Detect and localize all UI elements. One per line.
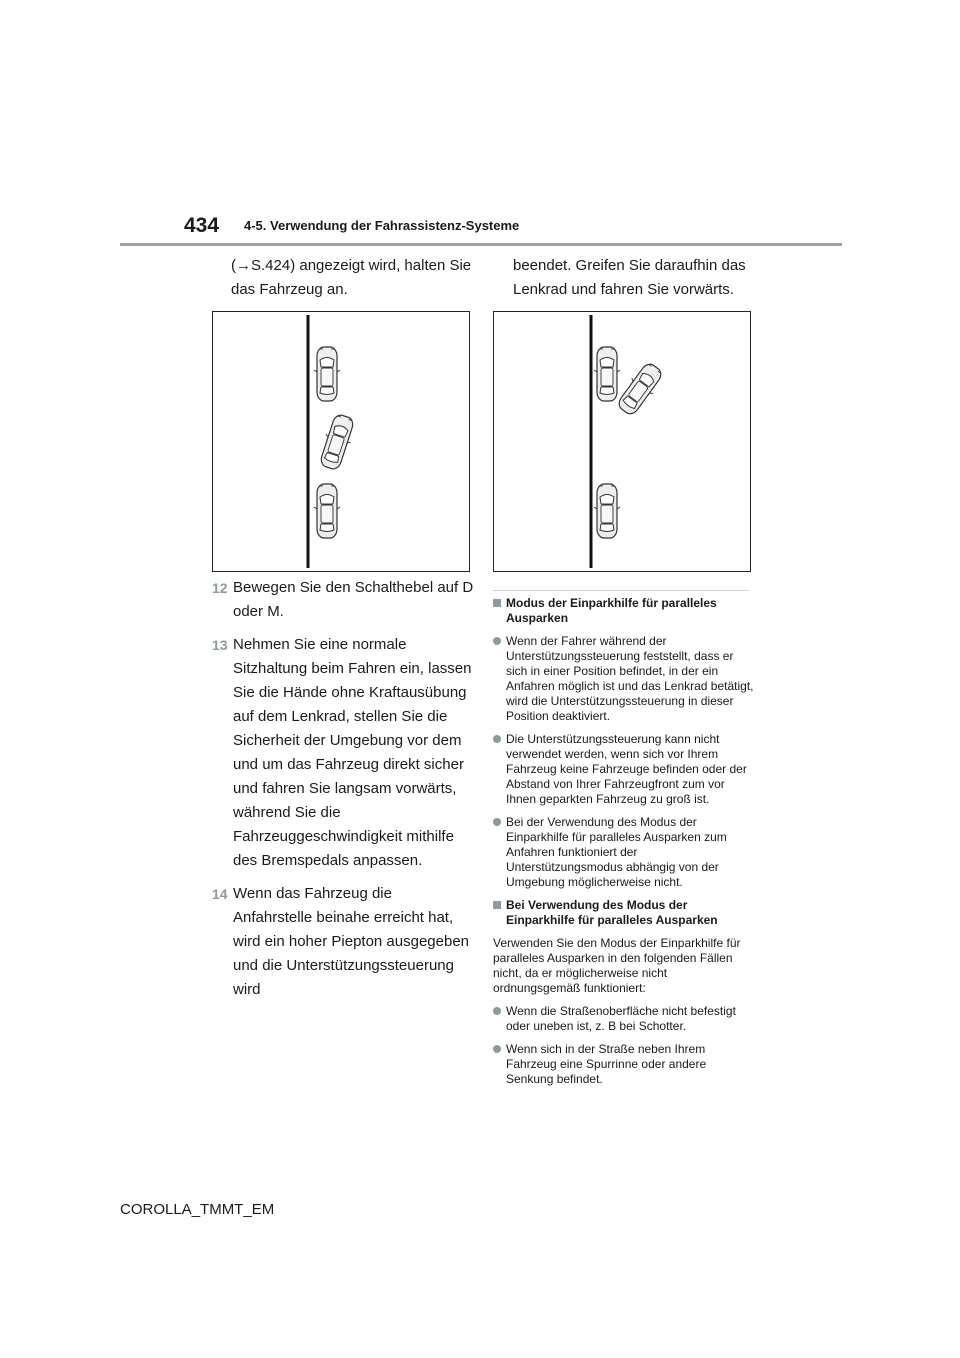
notes-column [493,590,755,1095]
continuation-text [494,254,756,302]
step-14 [212,882,474,1002]
circle-bullet-icon [493,818,501,826]
parked-car-front-icon [314,347,340,401]
parked-car-front-icon [594,347,620,401]
circle-bullet-icon [493,1007,501,1015]
step-text: Wenn das Fahrzeug die Anfahrstelle beinahe erreicht hat, wird ein hoher Piepton ausgegeben und die Unterstützungssteuerung wird [233,885,470,998]
note-bullet: Wenn sich in der Straße neben Ihrem Fahrzeug eine Spurrinne oder andere Senkung befindet. [493,1042,755,1087]
step-text: Nehmen Sie eine normale Sitzhaltung beim Fahren ein, lassen Sie die Hände ohne Kraftausübung auf dem Lenkrad, stellen Sie die Sicherheit der Umgebung vor dem und um das Fahrzeug direkt sicher und fahren Sie langsam vorwärts, während Sie die Fahrzeuggeschwindigkeit mithilfe des Bremspedals anpassen. [233,636,472,869]
notes-divider [493,590,749,591]
step-13 [212,633,474,873]
footer-code: COROLLA_TMMT_EM [120,1201,275,1218]
note-bullet: Wenn der Fahrer während der Unterstützungssteuerung feststellt, dass er sich in einer Position befindet, in der ein Anfahren möglich ist und das Lenkrad betätigt, wird die Unterstützungssteuerung in dieser Position deaktiviert. [493,634,755,724]
figure-parking-step-1 [212,311,470,572]
parked-car-rear-icon [594,484,620,538]
circle-bullet-icon [493,637,501,645]
intro-text: (→S.424) angezeigt wird, halten Sie das Fahrzeug an. [212,254,474,302]
step-number: 13 [212,637,228,653]
arrow-symbol: → [236,257,251,274]
steps-list [212,576,474,1011]
intro-line-1: S.424) angezeigt wird, halten Sie [251,257,472,274]
step-12 [212,576,474,624]
notes-paragraph: Verwenden Sie den Modus der Einparkhilfe für paralleles Ausparken in den folgenden Fällen nicht, da er möglicherweise nicht ordnungsgemäß funktioniert: [493,936,741,995]
note-bullet: Die Unterstützungssteuerung kann nicht verwendet werden, wenn sich vor Ihrem Fahrzeug keine Fahrzeuge befinden oder der Abstand von Ihrer Fahrzeugfront zum vor Ihnen geparkten Fahrzeug zu groß ist. [493,732,755,807]
own-car-icon [316,412,357,471]
section-title: 4-5. Verwendung der Fahrassistenz-Systeme [244,218,520,233]
intro-line-2: das Fahrzeug an. [231,281,348,298]
circle-bullet-icon [493,735,501,743]
continuation-line-1: beendet. Greifen Sie daraufhin das [513,257,746,274]
note-bullet: Bei der Verwendung des Modus der Einparkhilfe für paralleles Ausparken zum Anfahren funktioniert der Unterstützungsmodus abhängig von der Umgebung möglicherweise nicht. [493,815,755,890]
note-bullet: Wenn die Straßenoberfläche nicht befestigt oder uneben ist, z. B bei Schotter. [493,1004,755,1034]
step-text: Bewegen Sie den Schalthebel auf D oder M. [233,579,474,620]
page-number: 434 [184,214,220,237]
notes-heading-1: Modus der Einparkhilfe für paralleles Ausparken [493,596,755,626]
circle-bullet-icon [493,1045,501,1053]
figure-parking-step-2 [493,311,751,572]
square-bullet-icon [493,599,501,607]
header-divider [120,243,842,246]
step-number: 12 [212,580,228,596]
own-car-icon [614,360,667,419]
parked-car-rear-icon [314,484,340,538]
step-number: 14 [212,886,228,902]
square-bullet-icon [493,901,501,909]
notes-heading-2: Bei Verwendung des Modus der Einparkhilfe für paralleles Ausparken [493,898,755,928]
continuation-line-2: Lenkrad und fahren Sie vorwärts. [513,281,734,298]
